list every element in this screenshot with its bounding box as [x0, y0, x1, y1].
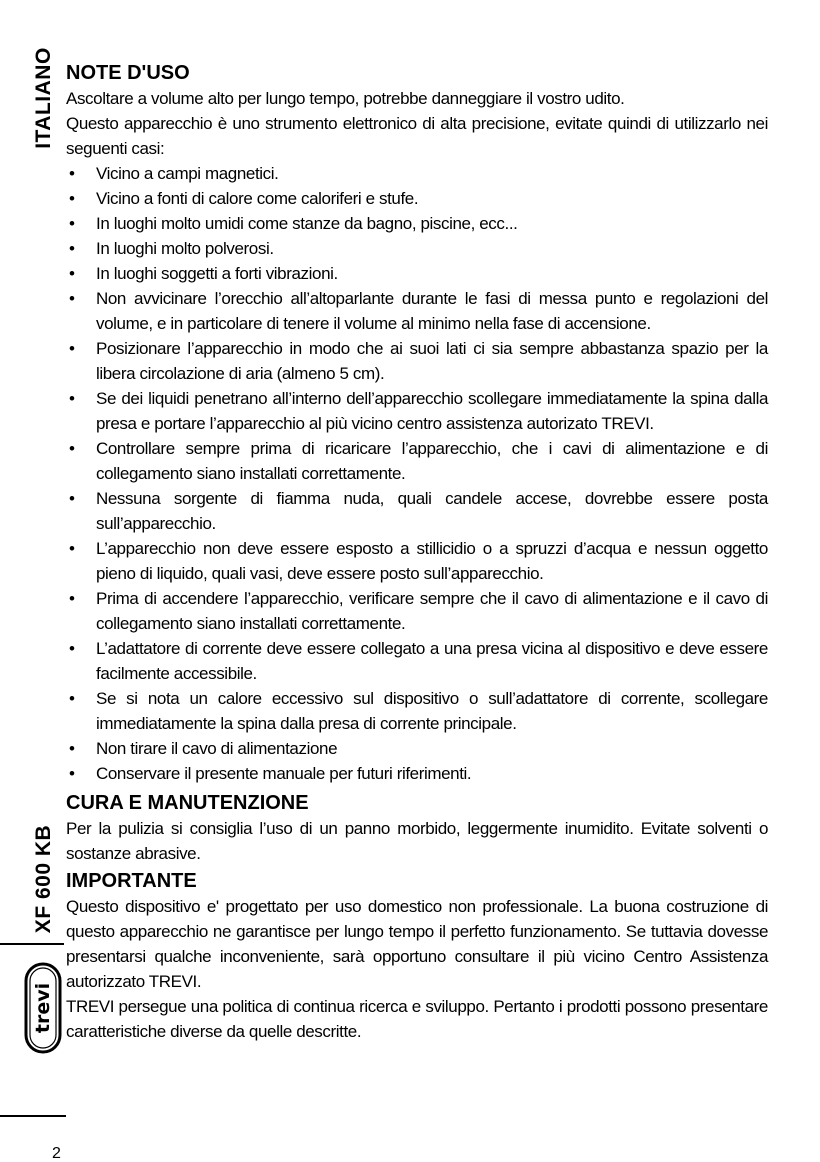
model-label [28, 818, 60, 940]
list-item-text: In luoghi soggetti a forti vibrazioni. [96, 264, 338, 283]
bullet-icon: • [69, 339, 75, 358]
list-item-text: Conservare il presente manuale per futuri riferimenti. [96, 764, 472, 783]
list-item [66, 336, 768, 386]
list-item [66, 636, 768, 686]
list-item-text: Non avvicinare l’orecchio all’altoparlante durante le fasi di messa punto e regolazioni del volume, e in particolare di tenere il volume al minimo nella fase di accensione. [96, 289, 768, 333]
footer-divider [0, 1115, 66, 1117]
logo-text: trevi [32, 982, 54, 1034]
list-item-text: Vicino a fonti di calore come caloriferi e stufe. [96, 189, 419, 208]
list-item-text: L’adattatore di corrente deve essere collegato a una presa vicina al dispositivo e deve essere facilmente accessibile. [96, 639, 768, 683]
list-item-text: Se si nota un calore eccessivo sul dispositivo o sull’adattatore di corrente, scollegare immediatamente la spina dalla presa di corrente principale. [96, 689, 768, 733]
bullet-icon: • [69, 264, 75, 283]
list-item-text: Prima di accendere l’apparecchio, verificare sempre che il cavo di alimentazione e il cavo di collegamento siano installati correttamente. [96, 589, 768, 633]
list-item [66, 286, 768, 336]
bullet-icon: • [69, 214, 75, 233]
section-title-note: NOTE D'USO [66, 62, 190, 84]
bullet-icon: • [69, 589, 75, 608]
bullet-icon: • [69, 739, 75, 758]
list-item [66, 261, 768, 286]
list-item-text: L’apparecchio non deve essere esposto a stillicidio o a spruzzi d’acqua e nessun oggetto pieno di liquido, quali vasi, deve essere posto sull’apparecchio. [96, 539, 768, 583]
bullet-icon: • [69, 239, 75, 258]
list-item-text: Controllare sempre prima di ricaricare l’apparecchio, che i cavi di alimentazione e di collegamento siano installati correttamente. [96, 439, 768, 483]
section-title-cura: CURA E MANUTENZIONE [66, 792, 309, 814]
language-text: ITALIANO [32, 47, 56, 149]
bullet-icon: • [69, 389, 75, 408]
model-text: XF 600 KB [32, 824, 55, 934]
list-item [66, 211, 768, 236]
list-item [66, 186, 768, 211]
bullet-icon: • [69, 539, 75, 558]
list-item [66, 736, 768, 761]
page-number: 2 [52, 1145, 61, 1162]
list-item [66, 486, 768, 536]
cura-paragraph: Per la pulizia si consiglia l’uso di un panno morbido, leggermente inumidito. Evitate solventi o sostanze abrasive. [66, 819, 768, 863]
list-item-text: In luoghi molto polverosi. [96, 239, 274, 258]
trevi-logo-icon [24, 962, 62, 1054]
bullet-icon: • [69, 689, 75, 708]
list-item-text: Posizionare l’apparecchio in modo che ai suoi lati ci sia sempre abbastanza spazio per la libera circolazione di aria (almeno 5 cm). [96, 339, 768, 383]
list-item [66, 161, 768, 186]
bullet-icon: • [69, 439, 75, 458]
list-item-text: Nessuna sorgente di fiamma nuda, quali candele accese, dovrebbe essere posta sull’apparecchio. [96, 489, 768, 533]
importante-paragraph-2: TREVI persegue una politica di continua ricerca e sviluppo. Pertanto i prodotti possono presentare caratteristiche diverse da quelle descritte. [66, 997, 768, 1041]
list-item [66, 536, 768, 586]
list-item [66, 686, 768, 736]
bullet-icon: • [69, 189, 75, 208]
list-item [66, 386, 768, 436]
language-label [28, 42, 60, 154]
bullet-icon: • [69, 289, 75, 308]
list-item-text: Non tirare il cavo di alimentazione [96, 739, 338, 758]
note-list [66, 161, 768, 786]
list-item-text: Vicino a campi magnetici. [96, 164, 279, 183]
note-paragraph-1: Ascoltare a volume alto per lungo tempo, potrebbe danneggiare il vostro udito. [66, 89, 625, 108]
importante-paragraph-1: Questo dispositivo e' progettato per uso domestico non professionale. La buona costruzione di questo apparecchio ne garantisce per lungo tempo il perfetto funzionamento. Se tuttavia dovesse presentarsi qualche inconveniente, sarà opportuno consultare il più vicino Centro Assistenza autorizzato TREVI. [66, 897, 768, 991]
list-item [66, 586, 768, 636]
list-item-text: Se dei liquidi penetrano all’interno dell’apparecchio scollegare immediatamente la spina dalla presa e portare l’apparecchio al più vicino centro assistenza autorizato TREVI. [96, 389, 768, 433]
bullet-icon: • [69, 164, 75, 183]
bullet-icon: • [69, 764, 75, 783]
bullet-icon: • [69, 639, 75, 658]
list-item [66, 436, 768, 486]
manual-content [66, 60, 768, 1044]
list-item [66, 761, 768, 786]
list-item-text: In luoghi molto umidi come stanze da bagno, piscine, ecc... [96, 214, 518, 233]
bullet-icon: • [69, 489, 75, 508]
section-title-importante: IMPORTANTE [66, 870, 197, 892]
sidebar-divider [0, 943, 64, 945]
note-paragraph-2: Questo apparecchio è uno strumento elettronico di alta precisione, evitate quindi di utilizzarlo nei seguenti casi: [66, 114, 768, 158]
list-item [66, 236, 768, 261]
